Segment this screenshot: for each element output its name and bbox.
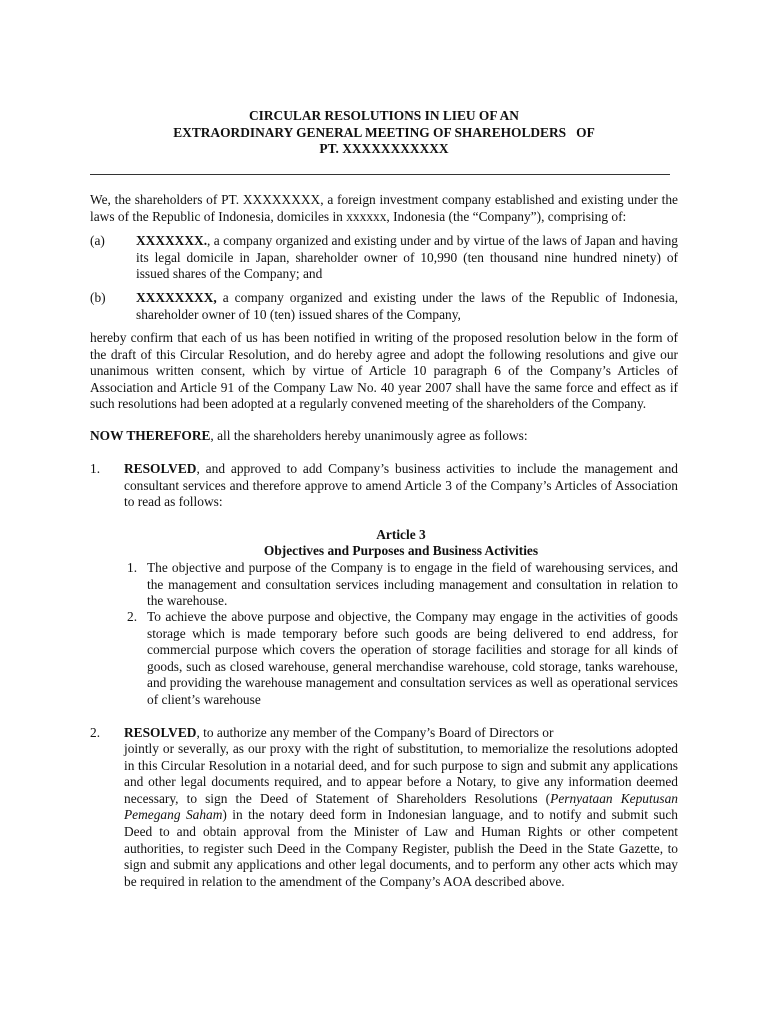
resolution-1-text xyxy=(124,461,678,511)
resolution-1-body: , and approved to add Company’s business activities to include the management and consultant services and therefore approve to amend Article 3 of the Company’s Articles of Association to read as follows: xyxy=(124,461,678,510)
article-item-2-text: To achieve the above purpose and objective, the Company may engage in the activities of goods storage which is made temporary before such goods are being delivered to end address, for commercial purpose which covers the operation of storage facilities and storage for all kinds of goods, such as closed warehouse, general merchandise warehouse, cold storage, tanks warehouse, and providing the warehouse management and consultation services as well as operational services of client’s warehouse xyxy=(147,609,678,707)
article-item-1-text: The objective and purpose of the Company is to engage in the field of warehousing services, and the management and consultation services including management and consultation in relation to the warehouse. xyxy=(147,560,678,609)
resolution-2-italic-term: Pernyataan Keputusan Pemegang Saham xyxy=(124,790,678,823)
document-title xyxy=(90,108,678,158)
party-b-text xyxy=(136,290,678,323)
title-divider xyxy=(90,174,670,175)
party-b-label: (b) xyxy=(90,290,106,305)
resolution-1-bold: RESOLVED xyxy=(124,461,197,476)
now-therefore-text: , all the shareholders hereby unanimously agree as follows: xyxy=(210,428,528,443)
party-a-name: XXXXXXX. xyxy=(136,233,208,248)
title-line-3: PT. XXXXXXXXXXX xyxy=(319,141,449,157)
resolution-2-intro: , to authorize any member of the Company’s Board of Directors or xyxy=(196,725,554,740)
party-b-name: XXXXXXXX, xyxy=(136,290,217,305)
article-heading: Article 3 xyxy=(376,527,426,542)
article-subheading: Objectives and Purposes and Business Activities xyxy=(263,543,539,558)
resolution-2-first-line xyxy=(124,725,678,742)
party-b-description: a company organized and existing under the laws of the Republic of Indonesia, shareholder owner of 10 (ten) issued shares of the Company, xyxy=(136,290,678,322)
resolution-1-number: 1. xyxy=(90,461,101,476)
confirm-paragraph: hereby confirm that each of us has been notified in writing of the proposed resolution below in the form of the draft of this Circular Resolution, and do hereby agree and adopt the following resolutions and give our unanimous written consent, which by virtue of Article 10 paragraph 6 of the Company’s Articles of Association and Article 91 of the Company Law No. 40 year 2007 shall have the same force and effect as if such resolutions had been adopted at a regularly convened meeting of the shareholders of the Company. xyxy=(90,330,678,412)
article-item-1-number: 1. xyxy=(127,560,138,575)
now-therefore-paragraph xyxy=(90,428,678,445)
article-item-2-number: 2. xyxy=(127,609,138,624)
title-line-1: CIRCULAR RESOLUTIONS IN LIEU OF AN xyxy=(249,108,519,123)
resolution-2-body-b: ) in the notary deed form in Indonesian language, and to notify and submit such Deed to and obtain approval from the Minister of Law and Human Rights or other competent authorities, to register such Deed in the Company Register, publish the Deed in the State Gazette, to sign and submit any applications and other legal documents, and to perform any other acts which may be required in relation to the amendment of the Company’s AOA described above. xyxy=(124,807,678,889)
resolution-2-number: 2. xyxy=(90,725,101,740)
party-a-description: , a company organized and existing under and by virtue of the laws of Japan and having its legal domicile in Japan, shareholder owner of 10,990 (ten thousand nine hundred ninety) of issued shares of the Company; and xyxy=(136,233,678,282)
party-a-text xyxy=(136,233,678,283)
now-therefore-heading: NOW THEREFORE xyxy=(90,428,211,443)
resolution-2-body-a: jointly or severally, as our proxy with the right of substitution, to memorialize the resolutions adopted in this Circular Resolution in a notarial deed, and for such purpose to sign and submit any applications and other legal documents required, and to appear before a Notary, to give any information deemed necessary, to sign the Deed of Statement of Shareholders Resolutions ( xyxy=(124,741,678,806)
title-line-2: EXTRAORDINARY GENERAL MEETING OF SHAREHOLDERS OF xyxy=(173,124,595,140)
resolution-2-bold: RESOLVED xyxy=(124,725,197,740)
resolution-2-text xyxy=(124,741,678,890)
intro-paragraph: We, the shareholders of PT. XXXXXXXX, a foreign investment company established and existing under the laws of the Republic of Indonesia, domiciles in xxxxxx, Indonesia (the “Company”), comprising of: xyxy=(90,192,678,224)
party-a-label: (a) xyxy=(90,233,105,248)
